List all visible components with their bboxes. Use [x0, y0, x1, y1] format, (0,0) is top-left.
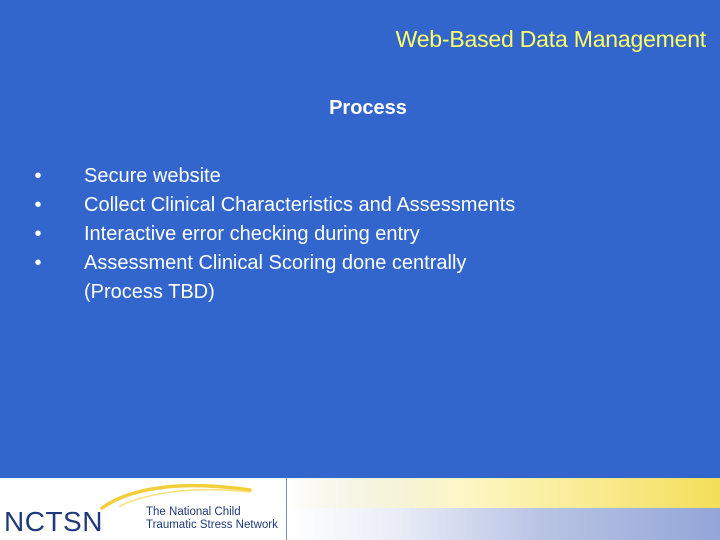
logo-organization-name: [146, 506, 278, 532]
nctsn-logo: [0, 478, 287, 540]
bullet-item: [30, 162, 670, 191]
bullet-icon: •: [34, 252, 42, 274]
bullet-text: Assessment Clinical Scoring done centrally (Process TBD): [84, 252, 467, 303]
bullet-icon: •: [34, 194, 42, 216]
logo-abbreviation: NCTSN: [4, 506, 103, 537]
bullet-text: Interactive error checking during entry: [84, 223, 420, 245]
slide-title: Web-Based Data Management: [395, 26, 706, 52]
logo-name-line-1: The National Child: [146, 506, 241, 518]
slide-subtitle: Process: [329, 97, 407, 119]
bullet-text: Collect Clinical Characteristics and Assessments: [84, 194, 516, 216]
bullet-icon: •: [34, 165, 42, 187]
bullet-item: [30, 220, 670, 249]
logo-name-line-2: Traumatic Stress Network: [146, 519, 278, 531]
footer-gradient-band: [280, 478, 720, 508]
bullet-item: [30, 191, 670, 220]
bullet-item: [30, 249, 544, 307]
bullet-text: Secure website: [84, 165, 221, 187]
bullet-icon: •: [34, 223, 42, 245]
bullet-list: [30, 162, 670, 307]
footer-banner: [0, 478, 720, 540]
